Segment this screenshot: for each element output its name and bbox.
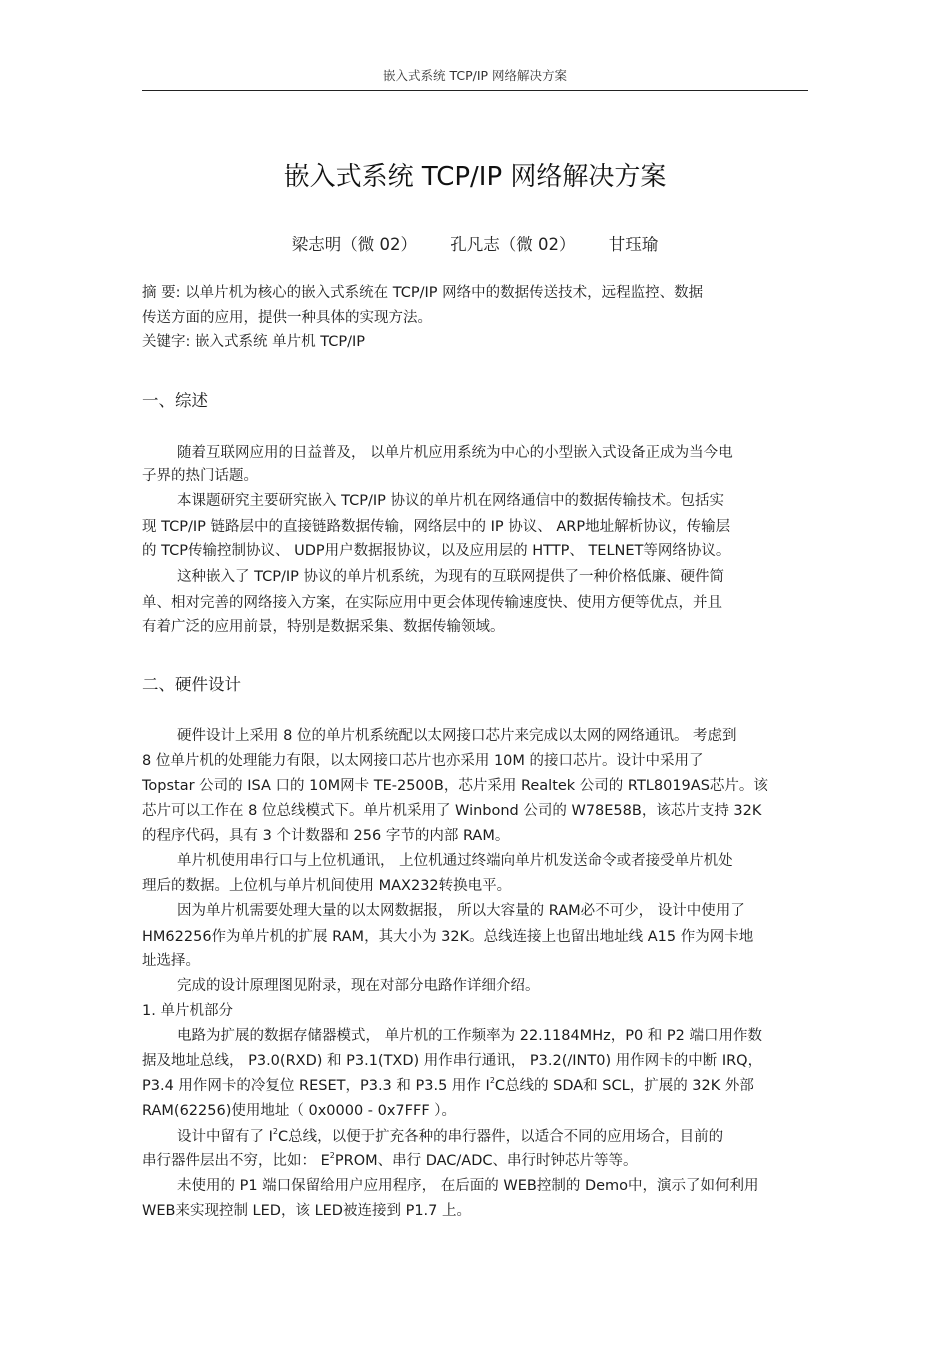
- author-list: [0, 231, 950, 255]
- paragraph-line: 子界的热门话题。: [142, 468, 258, 484]
- paragraph-line: 的程序代码，具有 3 个计数器和 256 字节的内部 RAM。: [142, 828, 510, 844]
- author-3: 甘珏瑜: [608, 235, 659, 254]
- paragraph-line: 址选择。: [142, 953, 200, 969]
- document-title: 嵌入式系统 TCP/IP 网络解决方案: [283, 162, 667, 192]
- subsection-heading-mcu: 1. 单片机部分: [142, 1003, 233, 1019]
- paragraph-line: 的 TCP传输控制协议、 UDP用户数据报协议，以及应用层的 HTTP、 TELNET等网络协议。: [142, 543, 731, 559]
- text-run: C总线，以便于扩充各种的串行器件，以适合不同的应用场合，目前的: [277, 1129, 724, 1145]
- section-heading-hardware: 二、硬件设计: [142, 675, 241, 694]
- header-divider: [142, 90, 808, 91]
- paragraph-line: 完成的设计原理图见附录，现在对部分电路作详细介绍。: [177, 978, 540, 994]
- paragraph-line: 本课题研究主要研究嵌入 TCP/IP 协议的单片机在网络通信中的数据传输技术。包括实: [177, 493, 724, 509]
- author-2: 孔凡志（微 02）: [450, 235, 576, 254]
- text-run: 串行器件层出不穷，比如： E: [142, 1153, 330, 1169]
- paragraph-line: Topstar 公司的 ISA 口的 10M网卡 TE-2500B，芯片采用 Realtek 公司的 RTL8019AS芯片。该: [142, 778, 768, 794]
- abstract-line: 摘 要: 以单片机为核心的嵌入式系统在 TCP/IP 网络中的数据传送技术，远程监控、数据: [142, 285, 704, 301]
- paragraph-line: RAM(62256)使用地址（ 0x0000 - 0x7FFF ）。: [142, 1103, 457, 1119]
- paragraph-line: 随着互联网应用的日益普及， 以单片机应用系统为中心的小型嵌入式设备正成为当今电: [177, 445, 733, 461]
- paragraph-line: 芯片可以工作在 8 位总线模式下。单片机采用了 Winbond 公司的 W78E58B，该芯片支持 32K: [142, 803, 762, 819]
- paragraph-line: [142, 1076, 810, 1096]
- superscript: 2: [489, 1076, 495, 1085]
- paragraph-line: 单、相对完善的网络接入方案，在实际应用中更会体现传输速度快、使用方便等优点，并且: [142, 595, 722, 611]
- paragraph-line: WEB来实现控制 LED，该 LED被连接到 P1.7 上。: [142, 1203, 471, 1219]
- paragraph-line: 电路为扩展的数据存储器模式， 单片机的工作频率为 22.1184MHz，P0 和 P2 端口用作数: [177, 1028, 762, 1044]
- paragraph-line: 有着广泛的应用前景，特别是数据采集、数据传输领域。: [142, 619, 505, 635]
- keywords-line: 关键字: 嵌入式系统 单片机 TCP/IP: [142, 334, 365, 350]
- text-run: P3.4 用作网卡的冷复位 RESET，P3.3 和 P3.5 用作 I: [142, 1078, 490, 1094]
- text-run: C总线的 SDA和 SCL，扩展的 32K 外部: [494, 1078, 754, 1094]
- abstract-line: 传送方面的应用，提供一种具体的实现方法。: [142, 310, 432, 326]
- paragraph-line: 因为单片机需要处理大量的以太网数据报， 所以大容量的 RAM必不可少， 设计中使用了: [177, 903, 745, 919]
- superscript: 2: [329, 1151, 335, 1160]
- section-heading-overview: 一、综述: [142, 391, 208, 410]
- paragraph-line: HM62256作为单片机的扩展 RAM，其大小为 32K。总线连接上也留出地址线 A15 作为网卡地: [142, 929, 754, 945]
- text-run: PROM、串行 DAC/ADC、串行时钟芯片等等。: [334, 1153, 638, 1169]
- paragraph-line: [142, 1151, 810, 1171]
- paragraph-line: 现 TCP/IP 链路层中的直接链路数据传输，网络层中的 IP 协议、 ARP地址解析协议，传输层: [142, 519, 731, 535]
- paragraph-line: 8 位单片机的处理能力有限，以太网接口芯片也亦采用 10M 的接口芯片。设计中采用了: [142, 753, 704, 769]
- paragraph-line: 硬件设计上采用 8 位的单片机系统配以太网接口芯片来完成以太网的网络通讯。 考虑到: [177, 728, 737, 744]
- paragraph-line: 据及地址总线， P3.0(RXD) 和 P3.1(TXD) 用作串行通讯， P3.2(/INT0) 用作网卡的中断 IRQ，: [142, 1053, 763, 1069]
- paragraph-line: 单片机使用串行口与上位机通讯， 上位机通过终端向单片机发送命令或者接受单片机处: [177, 853, 733, 869]
- paragraph-line: 未使用的 P1 端口保留给用户应用程序， 在后面的 WEB控制的 Demo中，演示了如何利用: [177, 1178, 759, 1194]
- text-run: 设计中留有了 I: [177, 1129, 273, 1145]
- author-1: 梁志明（微 02）: [291, 235, 417, 254]
- paragraph-line: 这种嵌入了 TCP/IP 协议的单片机系统，为现有的互联网提供了一种价格低廉、硬件简: [177, 569, 724, 585]
- paragraph-line: 理后的数据。上位机与单片机间使用 MAX232转换电平。: [142, 878, 512, 894]
- running-header: 嵌入式系统 TCP/IP 网络解决方案: [382, 68, 568, 83]
- paragraph-line: [177, 1127, 810, 1147]
- superscript: 2: [272, 1127, 278, 1136]
